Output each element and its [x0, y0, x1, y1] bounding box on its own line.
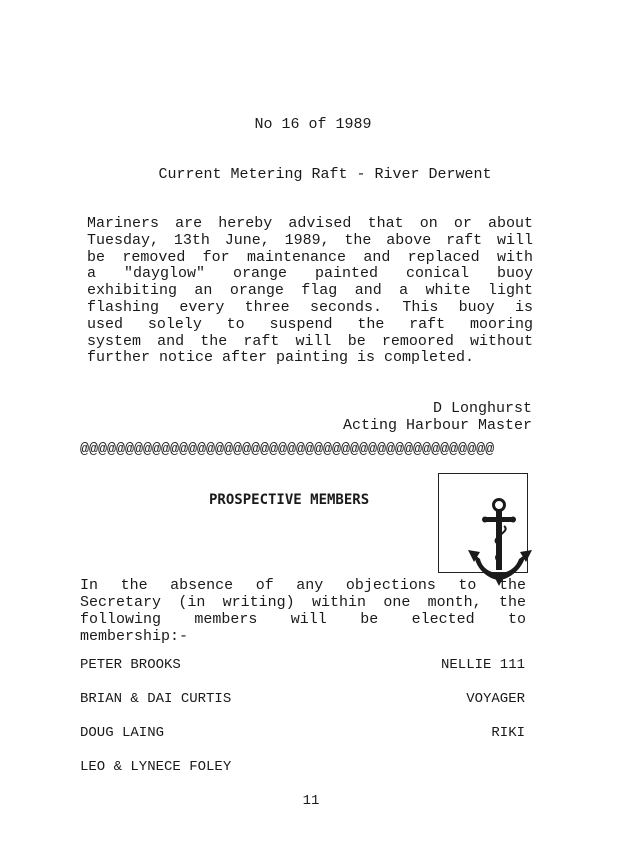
- members-intro-line: Secretary (in writing) within one month, the: [80, 594, 526, 611]
- notice-body-line: further notice after painting is completed.: [87, 349, 475, 367]
- notice-body-line: Mariners are hereby advised that on or about: [87, 215, 533, 232]
- page-number: 11: [302, 793, 320, 809]
- member-name: LEO & LYNECE FOLEY: [80, 759, 232, 775]
- signatory-name: D Longhurst: [432, 400, 532, 417]
- notice-body: [87, 216, 533, 367]
- member-boat: RIKI: [491, 725, 525, 741]
- notice-title: Current Metering Raft - River Derwent: [158, 166, 492, 183]
- member-name: PETER BROOKS: [80, 657, 181, 673]
- notice-body-line: used solely to suspend the raft mooring: [87, 315, 533, 333]
- notice-body-line: flashing every three seconds. This buoy is: [87, 298, 533, 316]
- signatory-role: Acting Harbour Master: [342, 417, 532, 434]
- notice-body-line: Tuesday, 13th June, 1989, the above raft will: [87, 231, 533, 249]
- members-intro-line: following members will be elected to: [80, 611, 526, 628]
- member-name: DOUG LAING: [80, 725, 165, 741]
- notice-body-line: be removed for maintenance and replaced with: [87, 248, 533, 266]
- notice-body-line: exhibiting an orange flag and a white light: [87, 282, 533, 300]
- member-boat: NELLIE 111: [440, 657, 525, 673]
- notice-number: No 16 of 1989: [254, 116, 372, 133]
- notice-body-line: a "dayglow" orange painted conical buoy: [87, 265, 533, 283]
- section-separator: @@@@@@@@@@@@@@@@@@@@@@@@@@@@@@@@@@@@@@@@@@@@@@: [80, 441, 495, 458]
- members-intro-line: membership:-: [80, 628, 189, 645]
- anchor-emblem: [438, 473, 528, 573]
- section-heading: PROSPECTIVE MEMBERS: [209, 492, 370, 508]
- anchor-icon: [458, 492, 546, 590]
- members-intro: [80, 577, 526, 645]
- notice-body-line: system and the raft will be remoored without: [87, 332, 533, 350]
- members-intro-line: In the absence of any objections to the: [80, 577, 526, 594]
- member-name: BRIAN & DAI CURTIS: [80, 691, 232, 707]
- member-boat: VOYAGER: [466, 691, 525, 707]
